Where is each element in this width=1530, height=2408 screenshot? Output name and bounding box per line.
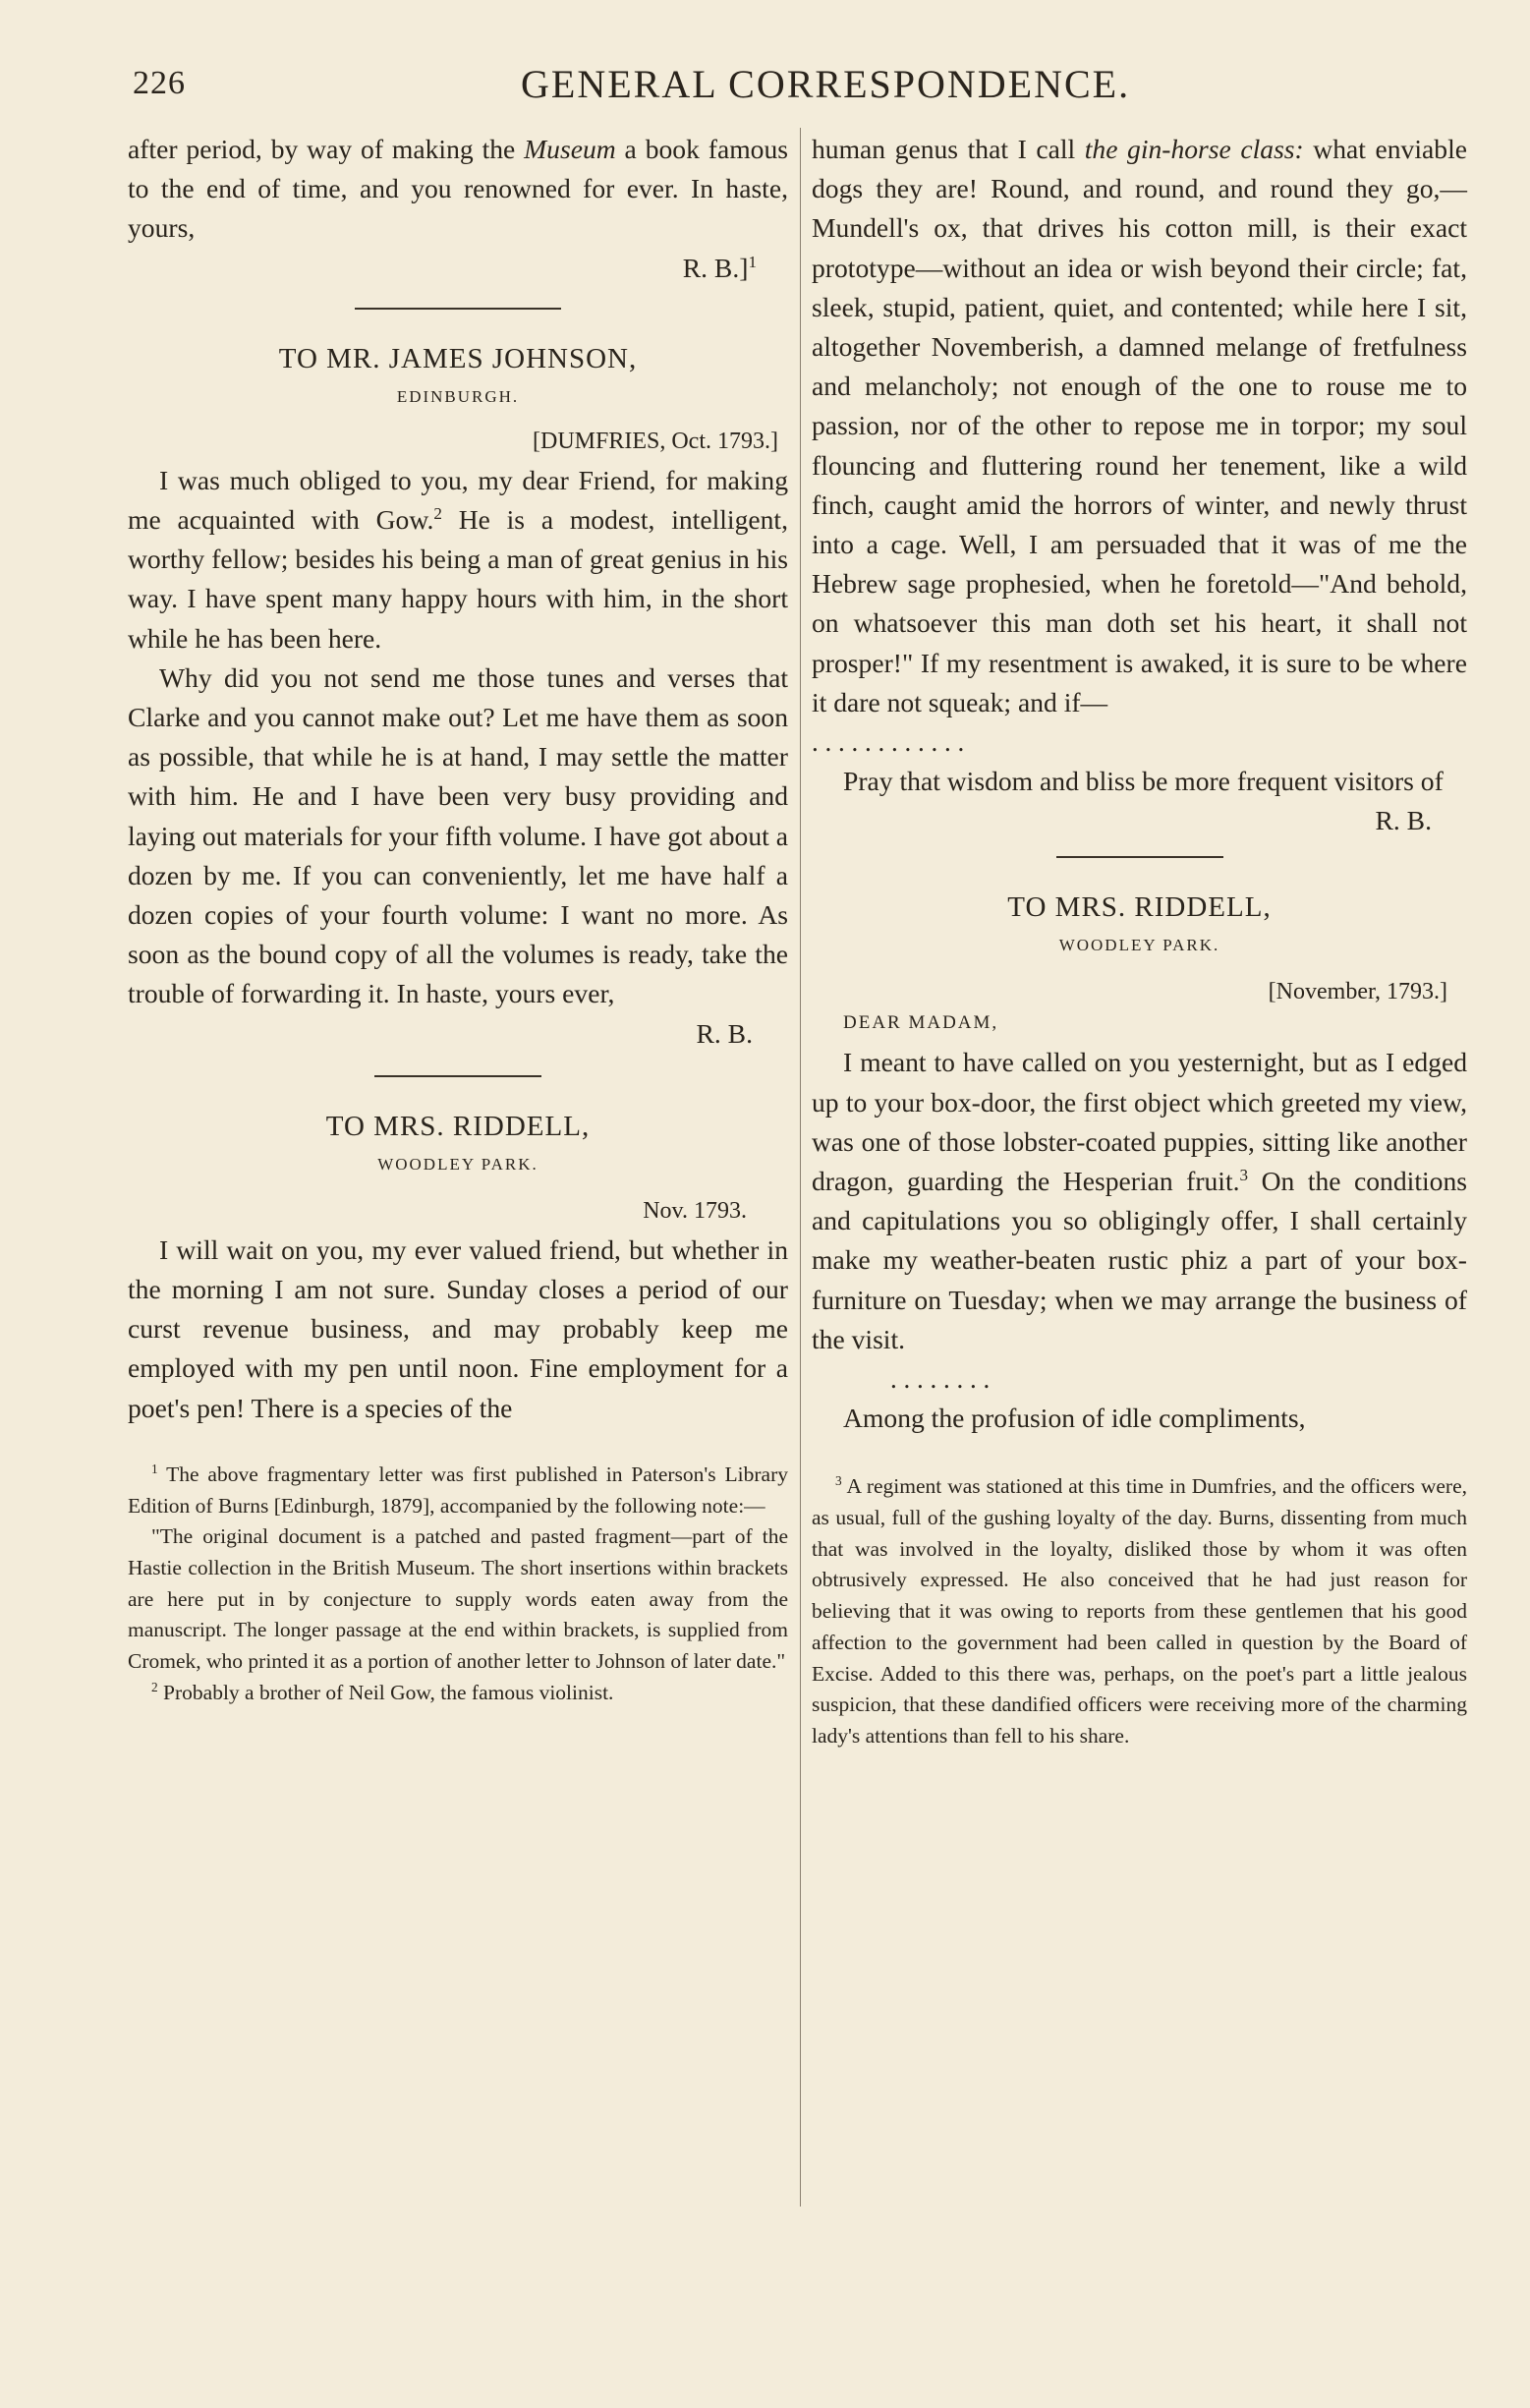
letter-title: TO MRS. RIDDELL, xyxy=(325,1110,591,1142)
left-column xyxy=(128,130,788,1709)
signature: R. B. xyxy=(696,1017,753,1049)
ellipsis-row: . . . . . . . . . . . . xyxy=(812,727,965,758)
letter-place: WOODLEY PARK. xyxy=(1058,936,1220,955)
letter-place: WOODLEY PARK. xyxy=(377,1154,538,1174)
footnote-quote: "The original document is a patched and pasted fragment—part of the Hastie collection in the British Museum. The short insertions within brackets are here put in by conjecture to supply words eaten away from the manuscript. The longer passage at the end within brackets, is supplied from Cromek, who printed it as a portion of another letter to Johnson of later date." xyxy=(128,1524,788,1674)
letter-paragraph: Among the profusion of idle compliments, xyxy=(843,1403,1306,1434)
letter-title: TO MRS. RIDDELL, xyxy=(1007,891,1272,924)
footnote: $^2$ Probably a brother of Neil Gow, the famous violinist. xyxy=(151,1679,614,1704)
salutation: DEAR MADAM, xyxy=(843,1012,999,1034)
footnote: $^1$ The above fragmentary letter was first published in Paterson's Library Edition of Burns [Edinburgh, 1879], accompanied by the following note:— xyxy=(128,1461,788,1518)
column-divider xyxy=(800,128,801,2207)
letter-paragraph: I was much obliged to you, my dear Friend, for making me acquainted with Gow.$^2$ He is a modest, intelligent, worthy fellow; besides his being a man of great genius in his way. I have spent many happy hours with him, in the short while he has been here. xyxy=(128,464,788,654)
continued-paragraph: after period, by way of making the Museum a book famous to the end of time, and you renowned for ever. In haste, yours, xyxy=(128,134,788,244)
footnote: $^3$ A regiment was stationed at this time in Dumfries, and the officers were, as usual, full of the gushing loyalty of the day. Burns, dissenting from much that was involved in the loyalty, disliked those by whom it was often obtrusively expressed. He also conceived that he had just reason for believing that it was owing to reports from these gentlemen that his good affection to the government had been called in question by the Board of Excise. Added to this there was, perhaps, on the poet's part a little jealous suspicion, that these dandified officers were receiving more of the charming lady's attentions than fell to his share. xyxy=(812,1473,1467,1748)
ellipsis-row: . . . . . . . . xyxy=(890,1364,991,1395)
signature: R. B. xyxy=(1375,805,1432,836)
letter-paragraph: I meant to have called on you yesternight, but as I edged up to your box-door, the first object which greeted my view, was one of those lobster-coated puppies, sitting like another dragon, guarding the Hesperian fruit.$^3$ On the conditions and capitulations you so obligingly offer, I shall certainly make my weather-beaten rustic phiz a part of your box-furniture on Tuesday; when we may arrange the business of the visit. xyxy=(812,1047,1467,1354)
letter-paragraph: Pray that wisdom and bliss be more frequent visitors of xyxy=(843,766,1444,797)
letter-paragraph: Why did you not send me those tunes and verses that Clarke and you cannot make out? Let me have them as soon as possible, that while he is at hand, I may settle the matter with him. He and I have been very busy providing and laying out materials for your fifth volume. I have got about a dozen by me. If you can conveniently, let me have half a dozen copies of your fourth volume: I want no more. As soon as the bound copy of all the volumes is ready, take the trouble of forwarding it. In haste, yours ever, xyxy=(128,661,788,1009)
page-header xyxy=(133,61,1131,110)
running-title: GENERAL CORRESPONDENCE. xyxy=(521,62,1131,106)
letter-place: EDINBURGH. xyxy=(396,386,520,406)
letter-date: Nov. 1793. xyxy=(643,1197,747,1224)
letter-paragraph: I will wait on you, my ever valued friend, but whether in the morning I am not sure. Sunday closes a period of our curst revenue business, and may probably keep me employed with my pen until noon. Fine employment for a poet's pen! There is a species of the xyxy=(128,1233,788,1423)
right-column xyxy=(812,130,1467,1752)
letter-date: [DUMFRIES, Oct. 1793.] xyxy=(533,428,778,454)
signature: R. B.]$^1$ xyxy=(682,252,757,283)
page-number: 226 xyxy=(133,65,186,101)
letter-title: TO MR. JAMES JOHNSON, xyxy=(278,342,638,374)
letter-date: [November, 1793.] xyxy=(1268,979,1447,1005)
continued-paragraph: human genus that I call the gin-horse class: what enviable dogs they are! Round, and round, and round they go,—Mundell's ox, that drives his cotton mill, is their exact prototype—without an idea or wish beyond their circle; fat, sleek, stupid, patient, quiet, and contented; while here I sit, altogether Novemberish, a damned melange of fretfulness and melancholy; not enough of the one to rouse me to passion, nor of the other to repose me in torpor; my soul flouncing and fluttering round her tenement, like a wild finch, caught amid the horrors of winter, and newly thrust into a cage. Well, I am persuaded that it was of me the Hebrew sage prophesied, when he foretold—"And behold, on whatsoever this man doth set his heart, it shall not prosper!" If my resentment is awaked, it is sure to be where it dare not squeak; and if— xyxy=(812,134,1467,717)
